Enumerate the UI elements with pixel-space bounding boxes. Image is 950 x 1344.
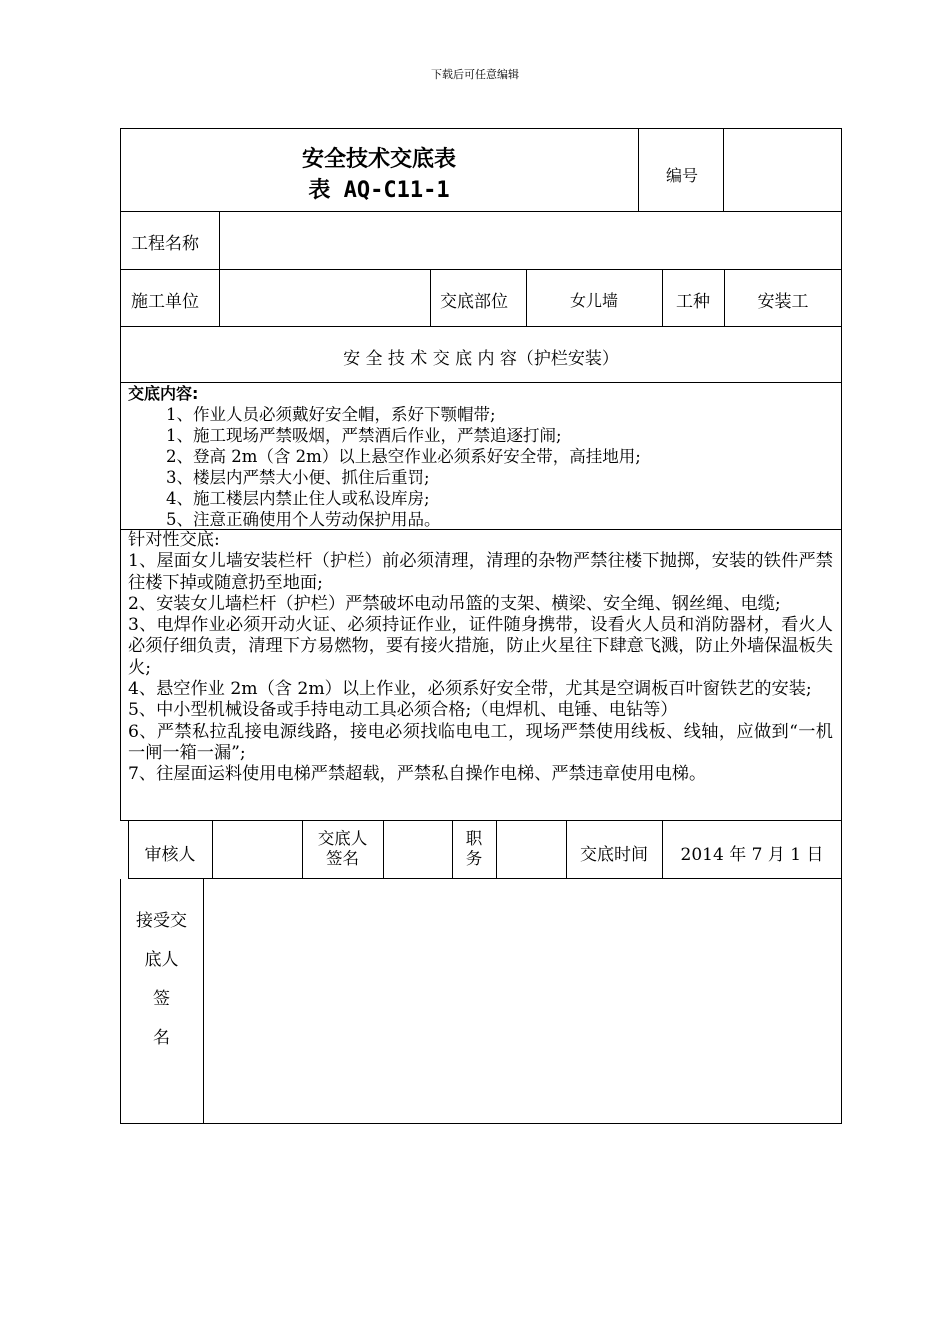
general-item: 5、注意正确使用个人劳动保护用品。 bbox=[166, 510, 441, 529]
position-label-line1: 职 bbox=[465, 829, 483, 848]
work-type-label: 工种 bbox=[676, 292, 710, 312]
construction-unit-label: 施工单位 bbox=[131, 292, 199, 312]
time-value: 2014 年 7 月 1 日 bbox=[680, 845, 824, 865]
page-note: 下载后可任意编辑 bbox=[431, 68, 519, 81]
work-type-value: 安装工 bbox=[757, 292, 809, 312]
disclosure-part-value: 女儿墙 bbox=[569, 291, 618, 310]
form-title: 安全技术交底表 bbox=[301, 147, 456, 172]
specific-item: 7、往屋面运料使用电梯严禁超载，严禁私自操作电梯、严禁违章使用电梯。 bbox=[128, 764, 707, 785]
receiver-label-line: 底人 bbox=[144, 950, 179, 970]
general-item: 1、施工现场严禁吸烟，严禁酒后作业，严禁追逐打闹; bbox=[166, 426, 562, 445]
general-heading: 交底内容: bbox=[128, 384, 199, 403]
specific-content bbox=[128, 530, 833, 786]
specific-item: 1、屋面女儿墙安装栏杆（护栏）前必须清理，清理的杂物严禁往楼下抛掷，安装的铁件严禁往楼下掉或随意扔至地面; bbox=[128, 551, 833, 593]
receiver-label-line: 接受交 bbox=[136, 911, 187, 931]
specific-item: 5、中小型机械设备或手持电动工具必须合格;（电焊机、电锤、电钻等） bbox=[128, 700, 678, 721]
disclosure-part-label: 交底部位 bbox=[440, 292, 508, 312]
position-label bbox=[452, 829, 496, 869]
section-heading: 安 全 技 术 交 底 内 容（护栏安装） bbox=[343, 349, 619, 369]
construction-unit-value[interactable] bbox=[226, 287, 421, 307]
general-item: 1、作业人员必须戴好安全帽，系好下颚帽带; bbox=[166, 405, 496, 424]
time-label: 交底时间 bbox=[580, 845, 648, 865]
general-item: 3、楼层内严禁大小便、抓住后重罚; bbox=[166, 468, 430, 487]
specific-heading: 针对性交底: bbox=[128, 530, 220, 550]
discloser-label bbox=[302, 829, 383, 869]
form-code: 表 AQ-C11-1 bbox=[308, 178, 450, 203]
general-content bbox=[128, 383, 641, 530]
reviewer-value[interactable] bbox=[216, 840, 298, 860]
position-label-line2: 务 bbox=[465, 849, 483, 868]
receiver-label-line: 签 bbox=[153, 989, 170, 1009]
discloser-label-line1: 交底人 bbox=[317, 829, 368, 848]
receiver-label bbox=[120, 902, 203, 1058]
specific-item: 6、严禁私拉乱接电源线路，接电必须找临电电工，现场严禁使用线板、线轴，应做到“一机一闸一箱一漏”; bbox=[128, 721, 833, 763]
project-name-label: 工程名称 bbox=[131, 234, 199, 254]
discloser-value[interactable] bbox=[387, 840, 449, 860]
receiver-signature-area[interactable] bbox=[210, 890, 835, 1115]
specific-item: 2、安装女儿墙栏杆（护栏）严禁破坏电动吊篮的支架、横梁、安全绳、钢丝绳、电缆; bbox=[128, 593, 781, 614]
discloser-label-line2: 签名 bbox=[326, 849, 359, 868]
number-value[interactable] bbox=[730, 163, 835, 183]
position-value[interactable] bbox=[500, 840, 562, 860]
specific-item: 4、悬空作业 2m（含 2m）以上作业，必须系好安全带，尤其是空调板百叶窗铁艺的安装; bbox=[128, 679, 812, 700]
general-item: 2、登高 2m（含 2m）以上悬空作业必须系好安全带，高挂地用; bbox=[166, 447, 641, 466]
project-name-value[interactable] bbox=[226, 229, 826, 249]
specific-item: 3、电焊作业必须开动火证、必须持证作业，证件随身携带，设看火人员和消防器材，看火人必须仔细负责，清理下方易燃物，要有接火措施，防止火星往下肆意飞溅，防止外墙保温板失火; bbox=[128, 615, 833, 678]
number-label: 编号 bbox=[666, 166, 699, 185]
reviewer-label: 审核人 bbox=[144, 845, 196, 865]
receiver-label-line: 名 bbox=[153, 1028, 170, 1048]
general-item: 4、施工楼层内禁止住人或私设库房; bbox=[166, 489, 430, 508]
